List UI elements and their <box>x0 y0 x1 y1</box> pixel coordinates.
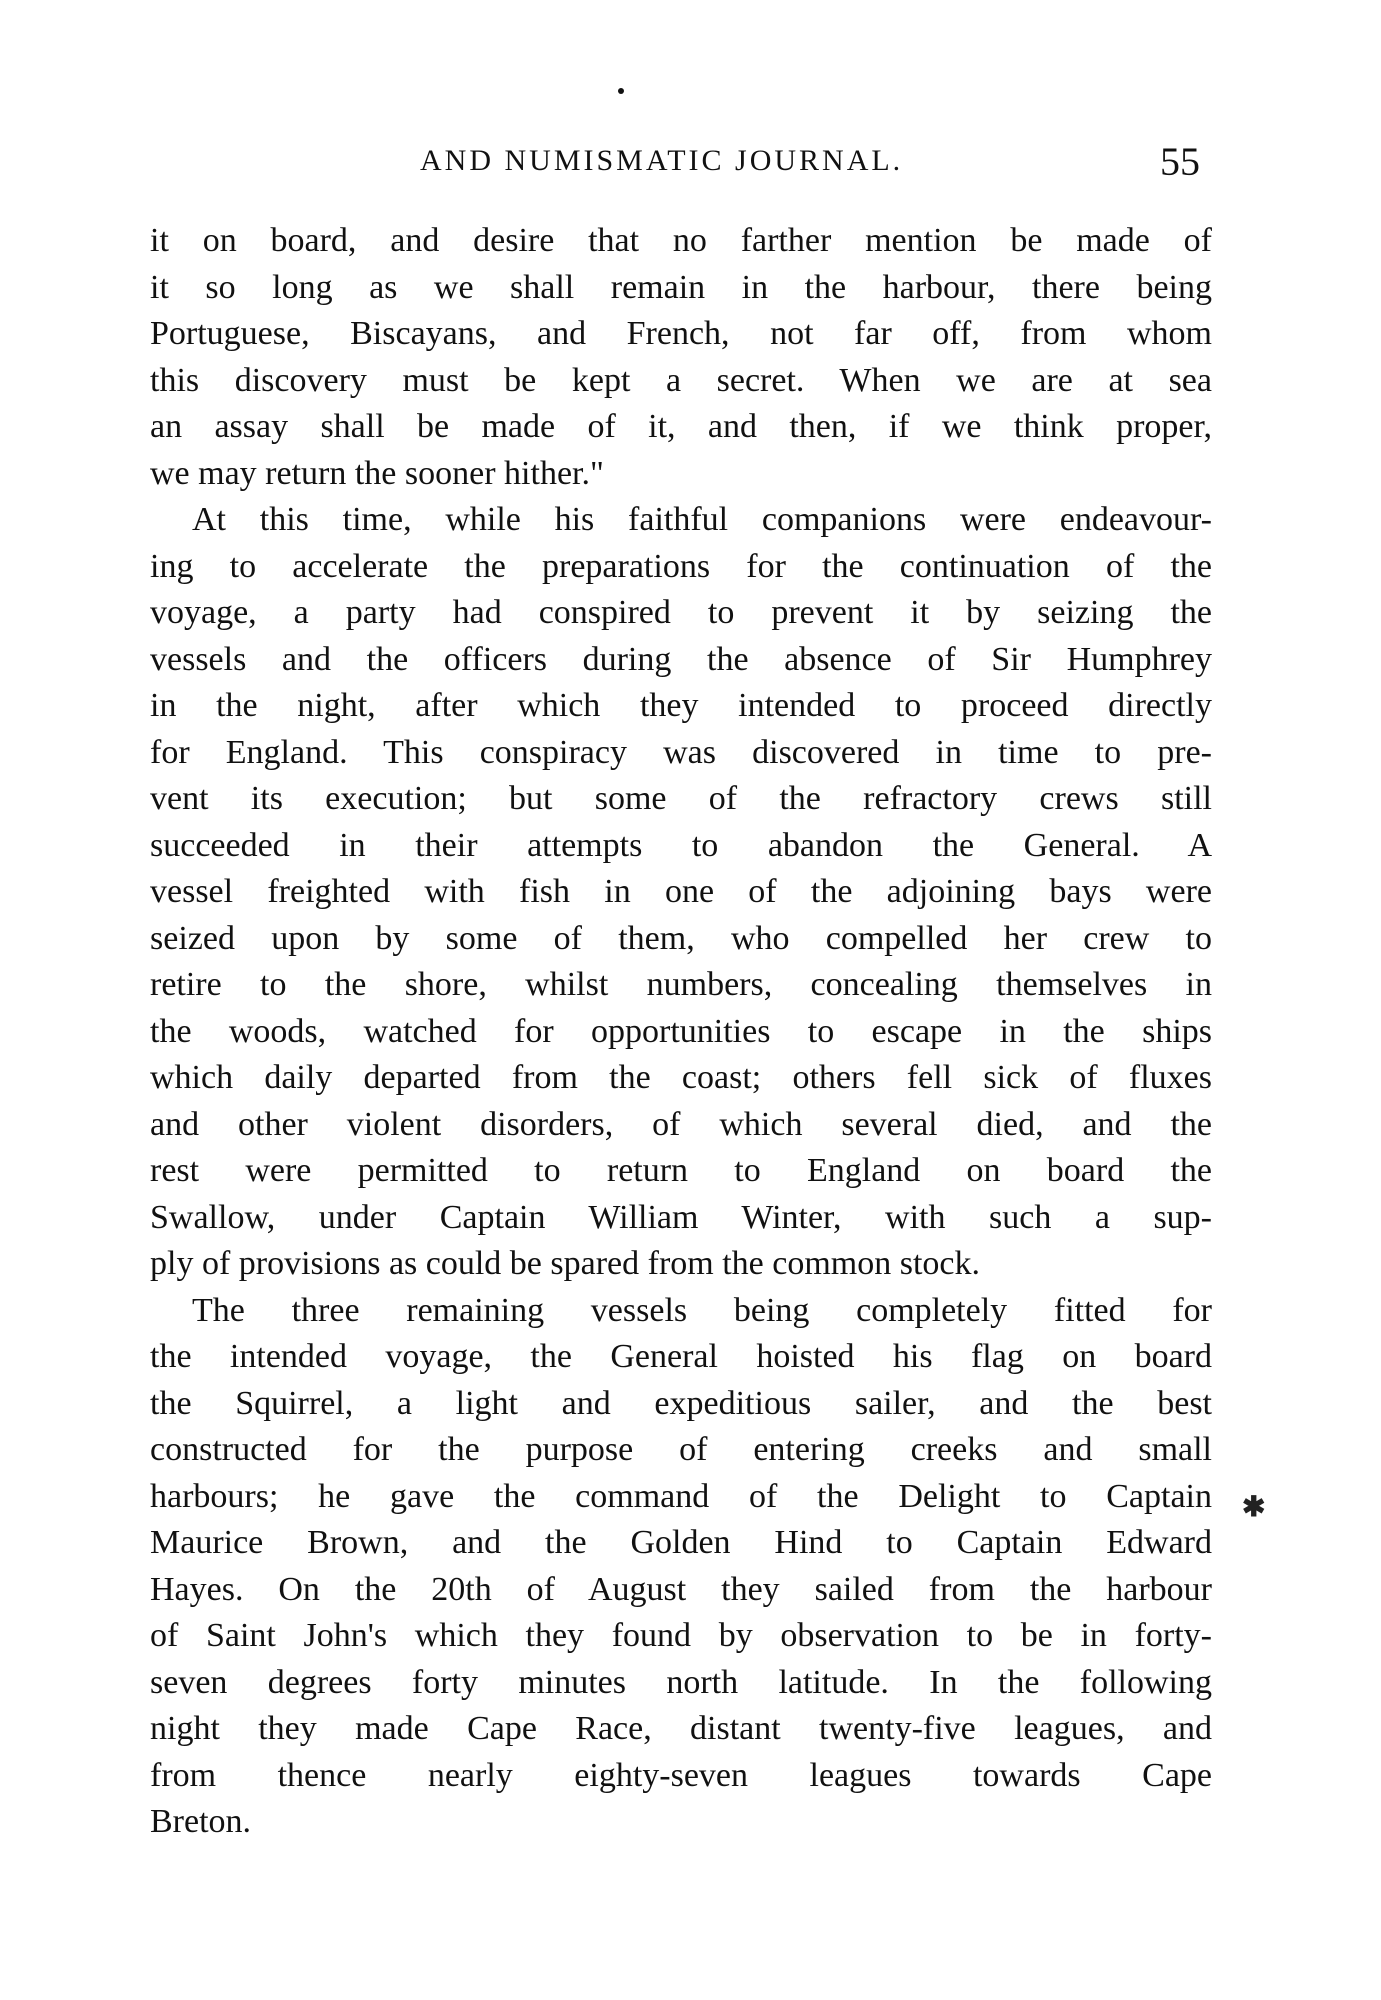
text-line: vent its execution; but some of the refractory crews still <box>150 780 1212 817</box>
text-line: succeeded in their attempts to abandon the General. A <box>150 826 1212 864</box>
text-line: The three remaining vessels being completely fitted for <box>192 1291 1212 1329</box>
text-line: which daily departed from the coast; others fell sick of fluxes <box>150 1059 1212 1096</box>
body-text <box>150 218 1212 1846</box>
text-line: seven degrees forty minutes north latitude. In the following <box>150 1663 1212 1701</box>
text-line: Portuguese, Biscayans, and French, not far off, from whom <box>150 315 1212 352</box>
text-line: constructed for the purpose of entering creeks and small <box>150 1431 1212 1468</box>
text-line: voyage, a party had conspired to prevent it by seizing the <box>150 594 1212 631</box>
paragraph-1 <box>150 218 1212 497</box>
text-line: it so long as we shall remain in the harbour, there being <box>150 268 1212 306</box>
text-line: the Squirrel, a light and expeditious sailer, and the best <box>150 1384 1212 1422</box>
text-line: the woods, watched for opportunities to escape in the ships <box>150 1012 1212 1050</box>
text-line: rest were permitted to return to England on board the <box>150 1152 1212 1189</box>
text-line: night they made Cape Race, distant twenty-five leagues, and <box>150 1710 1212 1747</box>
text-line: we may return the sooner hither." <box>150 454 604 492</box>
text-line: it on board, and desire that no farther mention be made of <box>150 222 1212 259</box>
paragraph-3 <box>150 1288 1212 1846</box>
text-line: vessels and the officers during the absence of Sir Humphrey <box>150 640 1212 678</box>
text-line: this discovery must be kept a secret. When we are at sea <box>150 361 1212 399</box>
text-line: of Saint John's which they found by observation to be in forty- <box>150 1617 1212 1654</box>
running-head <box>150 138 1200 198</box>
text-line: harbours; he gave the command of the Delight to Captain <box>150 1477 1212 1515</box>
ink-speck <box>618 88 624 94</box>
page-number: 55 <box>1160 139 1200 184</box>
margin-asterisk-mark: ✱ <box>1242 1492 1266 1523</box>
text-line: vessel freighted with fish in one of the adjoining bays were <box>150 873 1212 910</box>
text-line: seized upon by some of them, who compelled her crew to <box>150 919 1212 957</box>
text-line: Hayes. On the 20th of August they sailed from the harbour <box>150 1570 1212 1608</box>
text-line: Swallow, under Captain William Winter, with such a sup- <box>150 1198 1212 1236</box>
text-line: ply of provisions as could be spared from the common stock. <box>150 1245 981 1282</box>
text-line: ing to accelerate the preparations for the continuation of the <box>150 547 1212 585</box>
text-line: Maurice Brown, and the Golden Hind to Captain Edward <box>150 1524 1212 1561</box>
running-title: AND NUMISMATIC JOURNAL. <box>420 144 904 177</box>
text-line: from thence nearly eighty-seven leagues towards Cape <box>150 1756 1212 1794</box>
text-line: the intended voyage, the General hoisted his flag on board <box>150 1338 1212 1375</box>
text-line: in the night, after which they intended to proceed directly <box>150 687 1212 724</box>
text-line: and other violent disorders, of which several died, and the <box>150 1105 1212 1143</box>
text-line: retire to the shore, whilst numbers, concealing themselves in <box>150 966 1212 1003</box>
paragraph-2 <box>150 497 1212 1288</box>
text-line: an assay shall be made of it, and then, if we think proper, <box>150 408 1212 445</box>
text-line: At this time, while his faithful companions were endeavour- <box>192 501 1212 538</box>
text-line: for England. This conspiracy was discovered in time to pre- <box>150 733 1212 771</box>
text-line: Breton. <box>150 1803 252 1840</box>
